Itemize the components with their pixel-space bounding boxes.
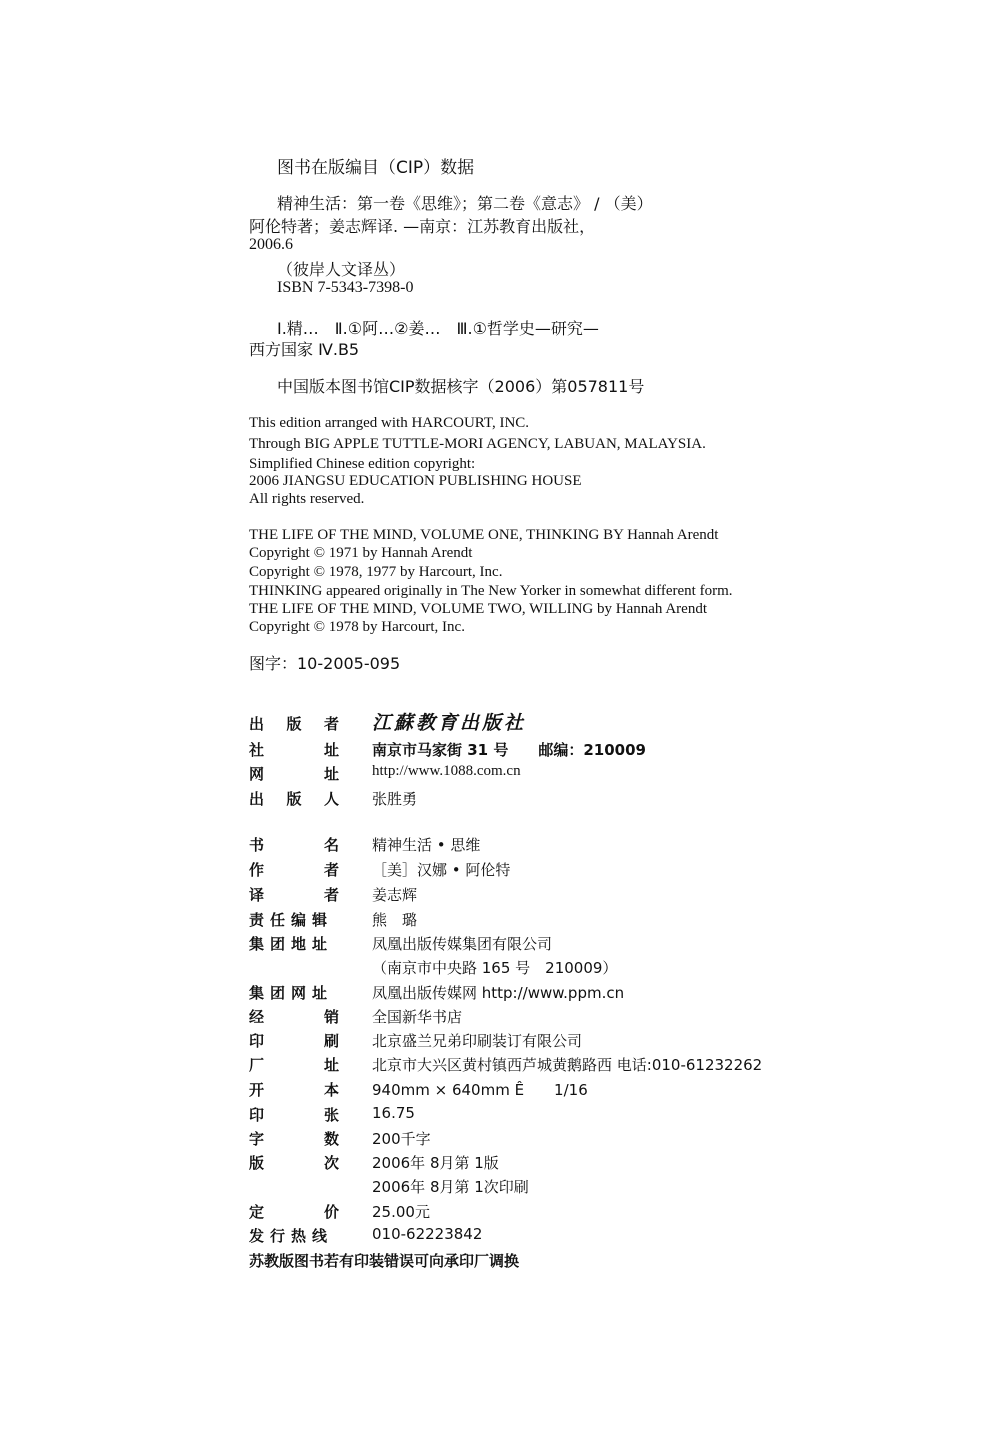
publisher-logo: 江蘇教育出版社: [372, 712, 527, 734]
detail-label: 集 团 地 址: [249, 935, 327, 953]
cip-series: （彼岸人文译丛）: [277, 260, 406, 279]
detail-value: 2006年 8月第 1版: [372, 1154, 499, 1172]
copyright-line: Copyright © 1971 by Hannah Arendt: [249, 545, 473, 561]
copyright-line: THE LIFE OF THE MIND, VOLUME TWO, WILLING by Hannah Arendt: [249, 601, 707, 617]
detail-value: 16.75: [372, 1104, 415, 1122]
detail-label: 译 者: [249, 886, 339, 904]
rights-line: All rights reserved.: [249, 491, 365, 507]
label-issuer: 出 版 人: [249, 790, 339, 808]
footer-note: 苏教版图书若有印装错误可向承印厂调换: [249, 1252, 520, 1270]
copyright-line: THE LIFE OF THE MIND, VOLUME ONE, THINKING BY Hannah Arendt: [249, 527, 719, 543]
cip-entry-line1: 精神生活：第一卷《思维》；第二卷《意志》 / （美）: [277, 194, 653, 213]
detail-label: 作 者: [249, 861, 339, 879]
publisher-address: 南京市马家街 31 号 邮编：210009: [372, 741, 646, 759]
detail-value: ［美］汉娜 • 阿伦特: [372, 861, 511, 879]
rights-line: This edition arranged with HARCOURT, INC.: [249, 415, 530, 431]
copyright-line: Copyright © 1978 by Harcourt, Inc.: [249, 619, 465, 635]
detail-value: 全国新华书店: [372, 1008, 463, 1026]
rights-line: 2006 JIANGSU EDUCATION PUBLISHING HOUSE: [249, 473, 582, 489]
detail-label: 书 名: [249, 836, 339, 854]
detail-label: 发 行 热 线: [249, 1227, 327, 1245]
label-publisher: 出 版 者: [249, 715, 339, 733]
detail-label: 定 价: [249, 1203, 339, 1221]
cip-entry-line2: 阿伦特著；姜志辉译. —南京：江苏教育出版社，: [249, 217, 596, 236]
detail-label: 字 数: [249, 1130, 339, 1148]
cip-number: 中国版本图书馆CIP数据核字（2006）第057811号: [277, 377, 645, 396]
detail-value: 2006年 8月第 1次印刷: [372, 1178, 529, 1196]
detail-value: 熊 璐: [372, 911, 418, 929]
detail-label: 印 张: [249, 1106, 339, 1124]
detail-label: 厂 址: [249, 1056, 339, 1074]
detail-label: 经 销: [249, 1008, 339, 1026]
cip-heading: 图书在版编目（CIP）数据: [277, 158, 475, 178]
publisher-issuer: 张胜勇: [372, 790, 418, 808]
detail-value: 940mm × 640mm Ê 1/16: [372, 1081, 588, 1099]
cip-entry-line3: 2006.6: [249, 236, 293, 253]
rights-line: Through BIG APPLE TUTTLE-MORI AGENCY, LABUAN, MALAYSIA.: [249, 436, 706, 452]
detail-label: 版 次: [249, 1154, 339, 1172]
cip-isbn: ISBN 7-5343-7398-0: [277, 279, 414, 296]
detail-value: 精神生活 • 思维: [372, 836, 481, 854]
detail-value: （南京市中央路 165 号 210009）: [372, 959, 618, 977]
detail-value: 25.00元: [372, 1203, 430, 1221]
detail-value: 北京市大兴区黄村镇西芦城黄鹅路西 电话:010-61232262: [372, 1056, 763, 1074]
detail-label: 责 任 编 辑: [249, 911, 327, 929]
detail-label: 印 刷: [249, 1032, 339, 1050]
detail-value: 010-62223842: [372, 1225, 483, 1243]
detail-label: 开 本: [249, 1081, 339, 1099]
publisher-website: http://www.1088.com.cn: [372, 763, 521, 779]
cip-classification-line2: 西方国家 Ⅳ.B5: [249, 340, 360, 359]
detail-value: 北京盛兰兄弟印刷装订有限公司: [372, 1032, 583, 1050]
contract-number: 图字：10-2005-095: [249, 654, 401, 673]
detail-value: 凤凰出版传媒集团有限公司: [372, 935, 553, 953]
rights-line: Simplified Chinese edition copyright:: [249, 456, 476, 472]
label-address: 社 址: [249, 741, 339, 759]
copyright-line: Copyright © 1978, 1977 by Harcourt, Inc.: [249, 564, 503, 580]
copyright-line: THINKING appeared originally in The New Yorker in somewhat different form.: [249, 583, 733, 599]
detail-value: 凤凰出版传媒网 http://www.ppm.cn: [372, 984, 625, 1002]
detail-value: 姜志辉: [372, 886, 418, 904]
detail-value: 200千字: [372, 1130, 431, 1148]
detail-label: 集 团 网 址: [249, 984, 327, 1002]
label-web: 网 址: [249, 765, 339, 783]
cip-classification-line1: Ⅰ.精… Ⅱ.①阿…②姜… Ⅲ.①哲学史—研究—: [277, 319, 599, 338]
